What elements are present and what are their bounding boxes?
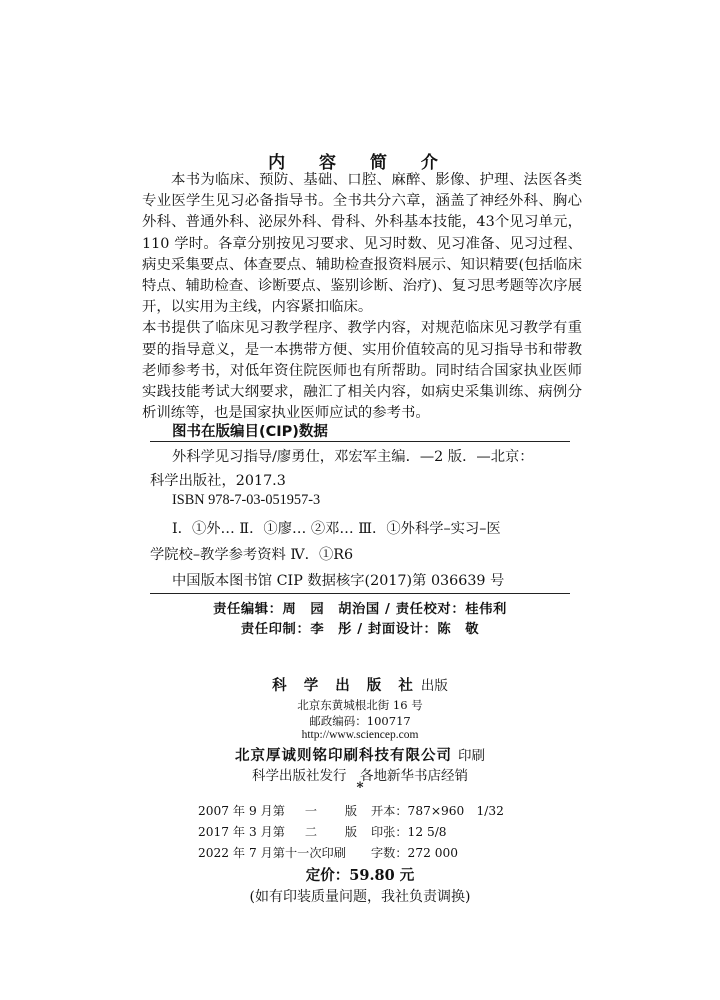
publisher-website: http://www.sciencep.com — [301, 729, 419, 741]
cip-line-isbn: ISBN 978-7-03-051957-3 — [172, 492, 321, 508]
publisher-postcode: 邮政编码：100717 — [309, 714, 411, 728]
cip-line-1: 外科学见习指导/廖勇仕，邓宏军主编．—2 版．—北京： — [172, 449, 534, 465]
edition-row-3: 2022 年 7 月第十一次印刷 字数：272 000 — [198, 846, 458, 860]
edition-row-2: 2017 年 3 月第 二 版 印张：12 5/8 — [198, 825, 447, 839]
cip-line-3: Ⅰ．①外… Ⅱ．①廖… ②邓… Ⅲ．①外科学–实习–医 — [172, 521, 501, 537]
printer-name: 北京厚诚则铭印刷科技有限公司 — [235, 747, 452, 764]
cip-line-5: 中国版本图书馆 CIP 数据核字(2017)第 036639 号 — [172, 573, 505, 589]
publisher-line — [0, 674, 720, 695]
printer-line — [0, 744, 720, 765]
abstract-paragraph-2: 本书提供了临床见习教学程序、教学内容，对规范临床见习教学有重要的指导意义，是一本携带方便、实用价值较高的见习指导书和带教老师参考书，对低年资住院医师也有所帮助。同时结合国家执业医师实践技能考试大纲要求，融汇了相关内容，如病史采集训练、病例分析训练等，也是国家执业医师应试的参考书。 — [142, 320, 582, 422]
abstract-title: 内 容 简 介 — [268, 153, 452, 173]
distribution-line: 科学出版社发行 各地新华书店经销 — [252, 768, 468, 784]
edition-row-1: 2007 年 9 月第 一 版 开本：787×960 1/32 — [198, 804, 504, 818]
cip-heading: 图书在版编目(CIP)数据 — [172, 424, 328, 440]
price: 定价：59.80 元 — [305, 867, 415, 884]
cip-bottom-rule — [150, 593, 570, 594]
editor-credits: 责任编辑：周 园 胡治国 / 责任校对：桂伟利 — [213, 602, 507, 617]
quality-note: (如有印装质量问题，我社负责调换) — [249, 889, 471, 905]
abstract-body — [142, 170, 582, 424]
cip-line-2: 科学出版社，2017.3 — [150, 473, 286, 489]
publisher-suffix: 出版 — [420, 678, 448, 694]
publisher-name: 科 学 出 版 社 — [272, 677, 419, 694]
publisher-address: 北京东黄城根北街 16 号 — [297, 698, 423, 712]
separator-asterisk: * — [356, 780, 364, 796]
printer-suffix: 印刷 — [458, 748, 485, 764]
abstract-paragraph-1: 本书为临床、预防、基础、口腔、麻醉、影像、护理、法医各类专业医学生见习必备指导书。全书共分六章，涵盖了神经外科、胸心外科、普通外科、泌尿外科、骨科、外科基本技能，43个见习单元，110 学时。各章分别按见习要求、见习时数、见习准备、见习过程、病史采集要点、体查要点、辅助检查报资料展示、知识精要(包括临床特点、辅助检查、诊断要点、鉴别诊断、治疗)、复习思考题等次序展开，以实用为主线，内容紧扣临床。 — [142, 172, 582, 316]
cip-line-4: 学院校–教学参考资料 Ⅳ．①R6 — [150, 547, 354, 563]
production-credits: 责任印制：李 彤 / 封面设计：陈 敬 — [240, 622, 480, 637]
cip-top-rule — [150, 441, 570, 442]
